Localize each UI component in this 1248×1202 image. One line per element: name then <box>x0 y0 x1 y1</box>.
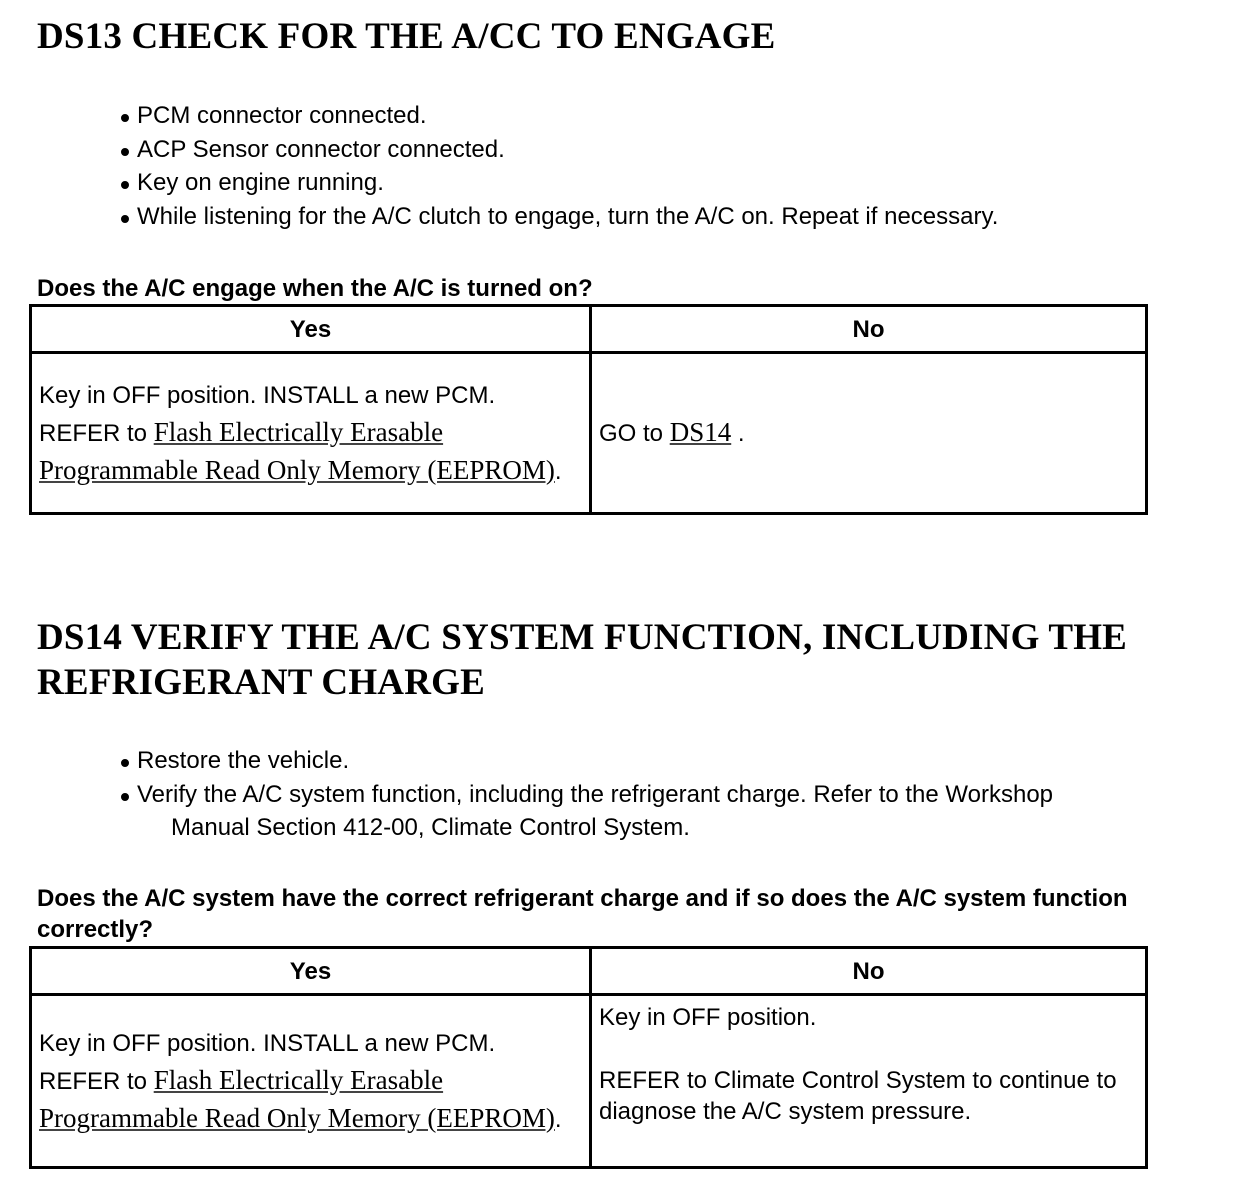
ds13-no-cell: GO to DS14 . <box>591 353 1147 514</box>
list-item: Restore the vehicle. <box>118 744 1053 778</box>
yes-header: Yes <box>31 948 591 995</box>
ds14-yes-no-table <box>29 946 1148 1169</box>
ds14-heading: DS14 VERIFY THE A/C SYSTEM FUNCTION, INCLUDING THE REFRIGERANT CHARGE <box>37 617 1128 703</box>
ds13-question: Does the A/C engage when the A/C is turned on? <box>37 275 593 302</box>
ds13-bullet-list <box>118 99 998 233</box>
ds14-link[interactable]: DS14 <box>669 417 732 447</box>
ds14-question: Does the A/C system have the correct refrigerant charge and if so does the A/C system function correctly? <box>37 885 1128 943</box>
eeprom-link[interactable]: Flash Electrically Erasable Programmable Read Only Memory (EEPROM) <box>39 416 555 485</box>
ds14-bullet-list <box>118 744 1053 845</box>
bullet-icon <box>121 181 129 189</box>
ds13-yes-cell: Key in OFF position. INSTALL a new PCM. REFER to Flash Electrically Erasable Programmable Read Only Memory (EEPROM). <box>31 353 591 514</box>
goto-label: GO to <box>599 420 664 447</box>
eeprom-link[interactable]: Flash Electrically Erasable Programmable Read Only Memory (EEPROM) <box>39 1064 555 1133</box>
refer-label: REFER to <box>39 1067 148 1095</box>
ds14-yes-cell: Key in OFF position. INSTALL a new PCM. REFER to Flash Electrically Erasable Programmable Read Only Memory (EEPROM). <box>31 995 591 1168</box>
refer-label: REFER to <box>39 419 148 447</box>
no-instruction: Key in OFF position. <box>599 1004 817 1031</box>
list-item: Verify the A/C system function, including the refrigerant charge. Refer to the Workshop Manual Section 412-00, Climate Control System. <box>118 778 1053 845</box>
bullet-icon <box>121 148 129 156</box>
yes-instruction: Key in OFF position. INSTALL a new PCM. <box>39 1029 496 1057</box>
list-item: While listening for the A/C clutch to engage, turn the A/C on. Repeat if necessary. <box>118 200 998 234</box>
ds13-heading: DS13 CHECK FOR THE A/CC TO ENGAGE <box>37 16 776 57</box>
no-header: No <box>591 948 1147 995</box>
no-refer-text: REFER to Climate Control System to continue to diagnose the A/C system pressure. <box>599 1067 1117 1125</box>
ds14-no-cell <box>591 995 1147 1168</box>
yes-header: Yes <box>31 306 591 353</box>
yes-instruction: Key in OFF position. INSTALL a new PCM. <box>39 381 496 409</box>
bullet-icon <box>121 759 129 767</box>
bullet-icon <box>121 114 129 122</box>
bullet-continuation: Manual Section 412-00, Climate Control System. <box>171 814 690 841</box>
list-item: Key on engine running. <box>118 166 998 200</box>
bullet-icon <box>121 215 129 223</box>
list-item: PCM connector connected. <box>118 99 998 133</box>
ds13-yes-no-table <box>29 304 1148 515</box>
bullet-icon <box>121 793 129 801</box>
no-header: No <box>591 306 1147 353</box>
list-item: ACP Sensor connector connected. <box>118 133 998 167</box>
